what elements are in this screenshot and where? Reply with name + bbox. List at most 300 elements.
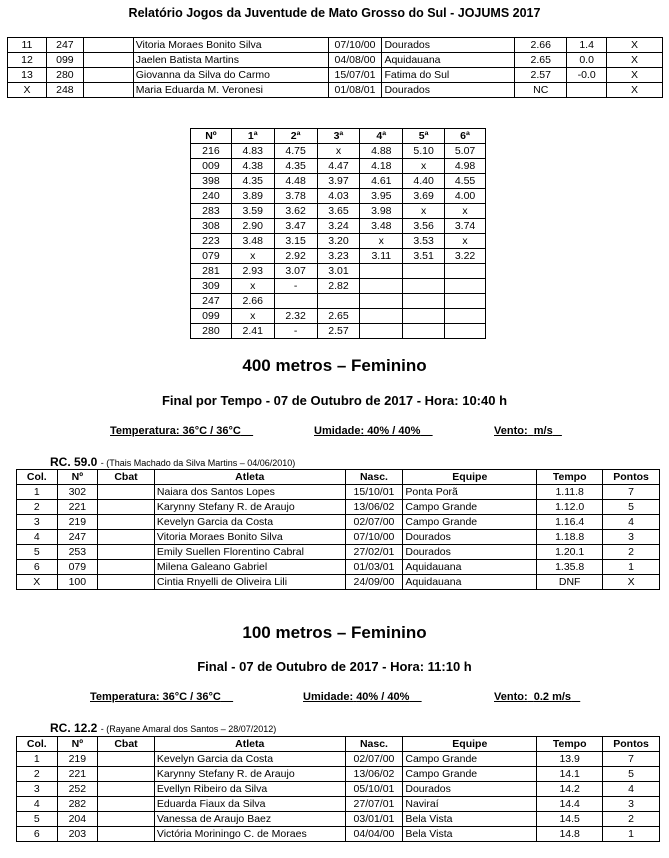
table-cell: 100 <box>57 575 98 590</box>
table-cell: Vitoria Moraes Bonito Silva <box>154 530 345 545</box>
table-cell: 3 <box>17 515 58 530</box>
table-cell: 280 <box>46 68 83 83</box>
table-cell: x <box>445 234 486 249</box>
table-cell: 2.90 <box>231 219 274 234</box>
table-cell <box>360 309 403 324</box>
table-cell: 3.69 <box>403 189 445 204</box>
table-cell <box>98 812 155 827</box>
table-row <box>17 782 660 797</box>
column-header: Atleta <box>154 737 345 752</box>
table-cell: 5.10 <box>403 144 445 159</box>
table-cell: x <box>317 144 360 159</box>
table-row <box>17 485 660 500</box>
table-cell: 4 <box>603 515 660 530</box>
table-row <box>8 53 663 68</box>
column-header: Cbat <box>98 470 155 485</box>
table-cell: Dourados <box>403 782 537 797</box>
table-cell: 252 <box>57 782 98 797</box>
table-cell: 099 <box>46 53 83 68</box>
column-header: Col. <box>17 737 58 752</box>
table-cell: 13.9 <box>537 752 603 767</box>
table-cell <box>98 500 155 515</box>
table-cell: 3.11 <box>360 249 403 264</box>
table-cell: Jaelen Batista Martins <box>133 53 328 68</box>
table-cell: 2.57 <box>515 68 567 83</box>
table-cell <box>445 309 486 324</box>
table-cell <box>274 294 317 309</box>
table-cell: Campo Grande <box>403 515 537 530</box>
table-cell: 4.00 <box>445 189 486 204</box>
table-cell: Dourados <box>382 38 515 53</box>
table-cell: 247 <box>46 38 83 53</box>
table-cell: 5.07 <box>445 144 486 159</box>
table-cell: 4.88 <box>360 144 403 159</box>
table-cell <box>360 324 403 339</box>
column-header: 2ª <box>274 129 317 144</box>
table-cell: 1.12.0 <box>537 500 603 515</box>
table-cell: 4.03 <box>317 189 360 204</box>
table-cell: 4 <box>603 782 660 797</box>
table-cell <box>83 68 133 83</box>
table-cell: 3.07 <box>274 264 317 279</box>
column-header: Equipe <box>403 737 537 752</box>
table-cell: 308 <box>191 219 232 234</box>
column-header: 5ª <box>403 129 445 144</box>
table-cell <box>83 53 133 68</box>
table-cell: Campo Grande <box>403 767 537 782</box>
wind-100m: Vento: 0.2 m/s <box>494 691 572 703</box>
column-header: 4ª <box>360 129 403 144</box>
table-cell: 248 <box>46 83 83 98</box>
table-cell <box>403 294 445 309</box>
table-cell: Kevelyn Garcia da Costa <box>154 515 345 530</box>
table-cell: 2 <box>603 545 660 560</box>
table-cell: 221 <box>57 767 98 782</box>
table-cell: Vitoria Moraes Bonito Silva <box>133 38 328 53</box>
table-cell: 3.23 <box>317 249 360 264</box>
table-cell: 2.41 <box>231 324 274 339</box>
table-row <box>17 575 660 590</box>
table-row <box>17 560 660 575</box>
table-cell: X <box>607 83 663 98</box>
table-cell <box>403 324 445 339</box>
table-row <box>17 812 660 827</box>
table-cell: - <box>274 324 317 339</box>
table-cell: 247 <box>191 294 232 309</box>
table-cell <box>445 279 486 294</box>
table-cell <box>98 752 155 767</box>
table-row <box>8 83 663 98</box>
temperature-400m: Temperatura: 36°C / 36°C <box>110 425 241 437</box>
column-header: 1ª <box>231 129 274 144</box>
column-header: 3ª <box>317 129 360 144</box>
table-cell: x <box>445 204 486 219</box>
table-cell: 27/07/01 <box>345 797 403 812</box>
table-cell: 11 <box>8 38 47 53</box>
event-title-100m: 100 metros – Feminino <box>242 623 427 642</box>
table-row <box>17 827 660 842</box>
table-cell: 079 <box>57 560 98 575</box>
table-cell <box>98 545 155 560</box>
table-row <box>17 545 660 560</box>
table-cell: 2.92 <box>274 249 317 264</box>
table-cell <box>403 309 445 324</box>
table-cell: 3.24 <box>317 219 360 234</box>
table-cell: 221 <box>57 500 98 515</box>
table-cell: Aquidauana <box>382 53 515 68</box>
table-cell: 1.16.4 <box>537 515 603 530</box>
table-cell: 6 <box>17 827 58 842</box>
table-cell: 5 <box>17 545 58 560</box>
column-header: Pontos <box>603 470 660 485</box>
table-cell: 4.35 <box>231 174 274 189</box>
table-cell: 4.98 <box>445 159 486 174</box>
table-row <box>191 159 486 174</box>
table-cell: 099 <box>191 309 232 324</box>
table-cell: Karynny Stefany R. de Araujo <box>154 500 345 515</box>
table-cell: x <box>231 279 274 294</box>
table-cell: 3.56 <box>403 219 445 234</box>
table-cell: 283 <box>191 204 232 219</box>
table-cell: 04/08/00 <box>328 53 382 68</box>
table-cell: 2 <box>603 812 660 827</box>
table-cell: Emily Suellen Florentino Cabral <box>154 545 345 560</box>
table-cell: 1.18.8 <box>537 530 603 545</box>
table-cell: 3.22 <box>445 249 486 264</box>
wind-400m: Vento: m/s <box>494 425 553 437</box>
table-cell: 07/10/00 <box>328 38 382 53</box>
table-cell: 2.82 <box>317 279 360 294</box>
table-cell: 7 <box>603 752 660 767</box>
table-cell: Aquidauana <box>403 560 537 575</box>
table-cell: 216 <box>191 144 232 159</box>
table-cell <box>567 83 607 98</box>
table-cell <box>98 782 155 797</box>
table-cell: 079 <box>191 249 232 264</box>
table-cell: 204 <box>57 812 98 827</box>
table-cell: 4 <box>17 797 58 812</box>
table-cell: 253 <box>57 545 98 560</box>
table-cell: 05/10/01 <box>345 782 403 797</box>
table-cell <box>98 827 155 842</box>
table-row <box>191 189 486 204</box>
table-cell: 302 <box>57 485 98 500</box>
table-cell: 4.83 <box>231 144 274 159</box>
table-cell: 219 <box>57 515 98 530</box>
table-cell <box>445 294 486 309</box>
table-cell: Giovanna da Silva do Carmo <box>133 68 328 83</box>
table-cell: 1 <box>17 485 58 500</box>
table-cell: 3.48 <box>360 219 403 234</box>
table-cell: X <box>607 38 663 53</box>
table-cell: 280 <box>191 324 232 339</box>
table-cell <box>98 560 155 575</box>
table-cell: 2.65 <box>515 53 567 68</box>
table-cell: 2.66 <box>515 38 567 53</box>
table-row <box>17 797 660 812</box>
table-cell <box>98 797 155 812</box>
attempts-table <box>190 128 486 339</box>
table-cell: 1 <box>603 560 660 575</box>
table-cell: 14.2 <box>537 782 603 797</box>
long-jump-results-table <box>7 37 663 98</box>
results-table-400m <box>16 469 660 590</box>
table-cell <box>317 294 360 309</box>
column-header: Nº <box>57 470 98 485</box>
table-cell <box>98 575 155 590</box>
table-cell: x <box>403 159 445 174</box>
table-cell: X <box>607 53 663 68</box>
table-cell <box>360 264 403 279</box>
column-header: Equipe <box>403 470 537 485</box>
table-cell: Evellyn Ribeiro da Silva <box>154 782 345 797</box>
table-cell: 1.11.8 <box>537 485 603 500</box>
table-cell: 3.97 <box>317 174 360 189</box>
table-cell: 02/07/00 <box>345 515 403 530</box>
table-cell: 2.32 <box>274 309 317 324</box>
column-header: Tempo <box>537 737 603 752</box>
table-cell <box>98 515 155 530</box>
table-cell: NC <box>515 83 567 98</box>
table-cell: 3 <box>17 782 58 797</box>
table-cell: 5 <box>603 500 660 515</box>
table-cell: 309 <box>191 279 232 294</box>
table-cell: 247 <box>57 530 98 545</box>
table-cell: 14.1 <box>537 767 603 782</box>
table-cell: 14.5 <box>537 812 603 827</box>
table-cell: 4.38 <box>231 159 274 174</box>
table-cell: X <box>8 83 47 98</box>
table-cell: 01/08/01 <box>328 83 382 98</box>
table-cell: 07/10/00 <box>345 530 403 545</box>
table-cell: Bela Vista <box>403 812 537 827</box>
table-cell: x <box>403 204 445 219</box>
table-cell: X <box>607 68 663 83</box>
table-cell: 3.15 <box>274 234 317 249</box>
event-title-400m: 400 metros – Feminino <box>242 356 427 375</box>
table-cell: x <box>360 234 403 249</box>
table-cell: Aquidauana <box>403 575 537 590</box>
table-cell: 2.66 <box>231 294 274 309</box>
table-row <box>17 500 660 515</box>
table-row <box>8 68 663 83</box>
humidity-400m: Umidade: 40% / 40% <box>314 425 421 437</box>
table-row <box>191 264 486 279</box>
table-cell <box>360 294 403 309</box>
table-cell: - <box>274 279 317 294</box>
table-row <box>17 530 660 545</box>
column-header: Nasc. <box>345 470 403 485</box>
table-cell: Maria Eduarda M. Veronesi <box>133 83 328 98</box>
table-cell: 27/02/01 <box>345 545 403 560</box>
table-cell: 219 <box>57 752 98 767</box>
table-cell <box>98 767 155 782</box>
table-row <box>191 204 486 219</box>
table-row <box>191 249 486 264</box>
column-header: Nasc. <box>345 737 403 752</box>
table-cell: 13/06/02 <box>345 500 403 515</box>
results-table-100m <box>16 736 660 842</box>
column-header: 6ª <box>445 129 486 144</box>
table-cell <box>403 264 445 279</box>
table-cell: 2.65 <box>317 309 360 324</box>
table-cell <box>360 279 403 294</box>
table-cell: 4.48 <box>274 174 317 189</box>
table-row <box>191 309 486 324</box>
table-cell: 3 <box>603 797 660 812</box>
table-cell: 3.95 <box>360 189 403 204</box>
table-cell: Dourados <box>382 83 515 98</box>
table-cell: 15/10/01 <box>345 485 403 500</box>
table-cell <box>98 530 155 545</box>
table-cell: 01/03/01 <box>345 560 403 575</box>
table-cell: 3.62 <box>274 204 317 219</box>
table-cell: 3.89 <box>231 189 274 204</box>
table-cell: 009 <box>191 159 232 174</box>
table-cell: 14.4 <box>537 797 603 812</box>
table-cell: 6 <box>17 560 58 575</box>
table-cell <box>445 324 486 339</box>
table-cell: 4.55 <box>445 174 486 189</box>
table-cell: Kevelyn Garcia da Costa <box>154 752 345 767</box>
table-cell: Victória Moriningo C. de Moraes <box>154 827 345 842</box>
table-cell: 3.51 <box>403 249 445 264</box>
table-cell: Campo Grande <box>403 752 537 767</box>
table-cell: 03/01/01 <box>345 812 403 827</box>
table-row <box>191 144 486 159</box>
table-cell <box>83 38 133 53</box>
column-header: Pontos <box>603 737 660 752</box>
table-cell: 1 <box>603 827 660 842</box>
table-cell: Bela Vista <box>403 827 537 842</box>
table-cell: x <box>231 249 274 264</box>
table-cell: 02/07/00 <box>345 752 403 767</box>
table-cell: 3.20 <box>317 234 360 249</box>
table-cell: 1.4 <box>567 38 607 53</box>
table-cell: 2.93 <box>231 264 274 279</box>
table-cell: 5 <box>17 812 58 827</box>
column-header: Tempo <box>537 470 603 485</box>
table-cell: 3.98 <box>360 204 403 219</box>
column-header: Atleta <box>154 470 345 485</box>
table-row <box>191 234 486 249</box>
table-row <box>191 324 486 339</box>
table-cell: 4.75 <box>274 144 317 159</box>
table-cell: 3.47 <box>274 219 317 234</box>
table-cell: X <box>603 575 660 590</box>
table-cell: 15/07/01 <box>328 68 382 83</box>
table-cell: x <box>231 309 274 324</box>
table-cell <box>98 485 155 500</box>
column-header: Nº <box>191 129 232 144</box>
table-cell: 4.35 <box>274 159 317 174</box>
table-cell: 1.35.8 <box>537 560 603 575</box>
table-cell: DNF <box>537 575 603 590</box>
table-cell: 2 <box>17 767 58 782</box>
table-cell: 3.59 <box>231 204 274 219</box>
table-cell: 3.74 <box>445 219 486 234</box>
event-subtitle-100m: Final - 07 de Outubro de 2017 - Hora: 11:10 h <box>197 659 472 674</box>
table-row <box>17 767 660 782</box>
table-cell: 203 <box>57 827 98 842</box>
table-cell: X <box>17 575 58 590</box>
table-cell <box>445 264 486 279</box>
table-cell: 3.53 <box>403 234 445 249</box>
table-cell: Naiara dos Santos Lopes <box>154 485 345 500</box>
table-cell: 4.40 <box>403 174 445 189</box>
column-header: Col. <box>17 470 58 485</box>
table-row <box>17 515 660 530</box>
table-cell <box>83 83 133 98</box>
table-cell: Vanessa de Araujo Baez <box>154 812 345 827</box>
table-row <box>8 38 663 53</box>
table-cell: 281 <box>191 264 232 279</box>
table-cell: 282 <box>57 797 98 812</box>
table-row <box>191 294 486 309</box>
table-cell: 3.65 <box>317 204 360 219</box>
table-cell: 1.20.1 <box>537 545 603 560</box>
table-cell: Ponta Porã <box>403 485 537 500</box>
table-cell: 13/06/02 <box>345 767 403 782</box>
table-cell: 12 <box>8 53 47 68</box>
table-cell: 2.57 <box>317 324 360 339</box>
table-cell: 4.47 <box>317 159 360 174</box>
humidity-100m: Umidade: 40% / 40% <box>303 691 410 703</box>
table-cell: 223 <box>191 234 232 249</box>
table-cell: 3.78 <box>274 189 317 204</box>
temperature-100m: Temperatura: 36°C / 36°C <box>90 691 221 703</box>
table-cell: Dourados <box>403 530 537 545</box>
table-cell: -0.0 <box>567 68 607 83</box>
table-cell: 4.18 <box>360 159 403 174</box>
table-row <box>191 219 486 234</box>
event-subtitle-400m: Final por Tempo - 07 de Outubro de 2017 - Hora: 10:40 h <box>161 393 508 408</box>
table-cell: Eduarda Fiaux da Silva <box>154 797 345 812</box>
table-cell: Dourados <box>403 545 537 560</box>
table-cell: Karynny Stefany R. de Araujo <box>154 767 345 782</box>
table-cell: 4.61 <box>360 174 403 189</box>
table-cell: 3 <box>603 530 660 545</box>
table-cell: Campo Grande <box>403 500 537 515</box>
table-cell: Fatima do Sul <box>382 68 515 83</box>
table-cell <box>403 279 445 294</box>
table-row <box>191 279 486 294</box>
table-cell: 240 <box>191 189 232 204</box>
record-400m: RC. 59.0 - (Thais Machado da Silva Martins – 04/06/2010) <box>50 455 296 469</box>
table-cell: Cintia Rnyelli de Oliveira Lili <box>154 575 345 590</box>
table-cell: 04/04/00 <box>345 827 403 842</box>
table-cell: 7 <box>603 485 660 500</box>
document-header: Relatório Jogos da Juventude de Mato Grosso do Sul - JOJUMS 2017 <box>128 6 541 20</box>
table-cell: Milena Galeano Gabriel <box>154 560 345 575</box>
column-header: Cbat <box>98 737 155 752</box>
table-cell: 1 <box>17 752 58 767</box>
table-cell: 3.01 <box>317 264 360 279</box>
table-cell: 4 <box>17 530 58 545</box>
table-cell: 5 <box>603 767 660 782</box>
table-cell: 3.48 <box>231 234 274 249</box>
table-cell: 398 <box>191 174 232 189</box>
table-cell: Naviraí <box>403 797 537 812</box>
table-cell: 13 <box>8 68 47 83</box>
column-header: Nº <box>57 737 98 752</box>
record-100m: RC. 12.2 - (Rayane Amaral dos Santos – 28/07/2012) <box>50 721 277 735</box>
table-row <box>17 752 660 767</box>
table-cell: 14.8 <box>537 827 603 842</box>
table-cell: 0.0 <box>567 53 607 68</box>
table-cell: 24/09/00 <box>345 575 403 590</box>
table-cell: 2 <box>17 500 58 515</box>
